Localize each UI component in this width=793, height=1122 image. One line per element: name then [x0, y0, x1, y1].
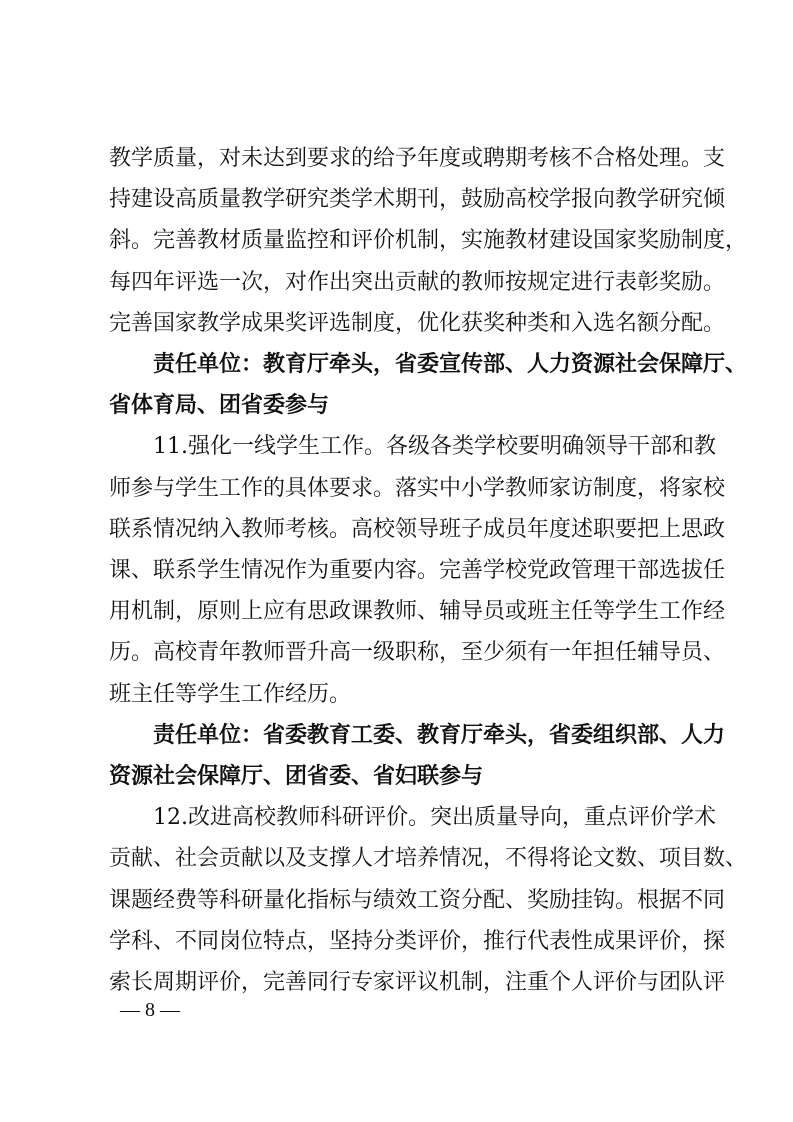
- paragraph-line: 师参与学生工作的具体要求。落实中小学教师家访制度，将家校: [109, 476, 726, 501]
- paragraph-line: 学科、不同岗位特点，坚持分类评价，推行代表性成果评价，探: [109, 929, 726, 954]
- responsibility-line: 责任单位：省委教育工委、教育厅牵头，省委组织部、人力: [153, 723, 726, 748]
- paragraph-line: 每四年评选一次，对作出突出贡献的教师按规定进行表彰奖励。: [109, 270, 726, 295]
- paragraph-line: 联系情况纳入教师考核。高校领导班子成员年度述职要把上思政: [109, 517, 726, 542]
- responsibility-line: 责任单位：教育厅牵头，省委宣传部、人力资源社会保障厅、: [153, 352, 748, 377]
- paragraph-line: 课题经费等科研量化指标与绩效工资分配、奖励挂钩。根据不同: [109, 888, 726, 913]
- section-11-heading-line: 11.强化一线学生工作。各级各类学校要明确领导干部和教: [153, 434, 716, 459]
- paragraph-line: 完善国家教学成果奖评选制度，优化获奖种类和入选名额分配。: [109, 311, 726, 336]
- responsibility-line: 资源社会保障厅、团省委、省妇联参与: [109, 764, 484, 789]
- paragraph-line: 斜。完善教材质量监控和评价机制，实施教材建设国家奖励制度，: [109, 228, 748, 253]
- paragraph-line: 贡献、社会贡献以及支撑人才培养情况，不得将论文数、项目数、: [109, 846, 748, 871]
- page-number: — 8 —: [120, 999, 180, 1021]
- section-12-heading-line: 12.改进高校教师科研评价。突出质量导向，重点评价学术: [153, 805, 716, 830]
- paragraph-line: 课、联系学生情况作为重要内容。完善学校党政管理干部选拔任: [109, 558, 726, 583]
- paragraph-line: 班主任等学生工作经历。: [109, 682, 352, 707]
- paragraph-line: 索长周期评价，完善同行专家评议机制，注重个人评价与团队评: [109, 970, 726, 995]
- paragraph-line: 教学质量，对未达到要求的给予年度或聘期考核不合格处理。支: [109, 146, 726, 171]
- responsibility-line: 省体育局、团省委参与: [109, 393, 330, 418]
- paragraph-line: 持建设高质量教学研究类学术期刊，鼓励高校学报向教学研究倾: [109, 187, 726, 212]
- paragraph-line: 用机制，原则上应有思政课教师、辅导员或班主任等学生工作经: [109, 599, 726, 624]
- paragraph-line: 历。高校青年教师晋升高一级职称，至少须有一年担任辅导员、: [109, 640, 726, 665]
